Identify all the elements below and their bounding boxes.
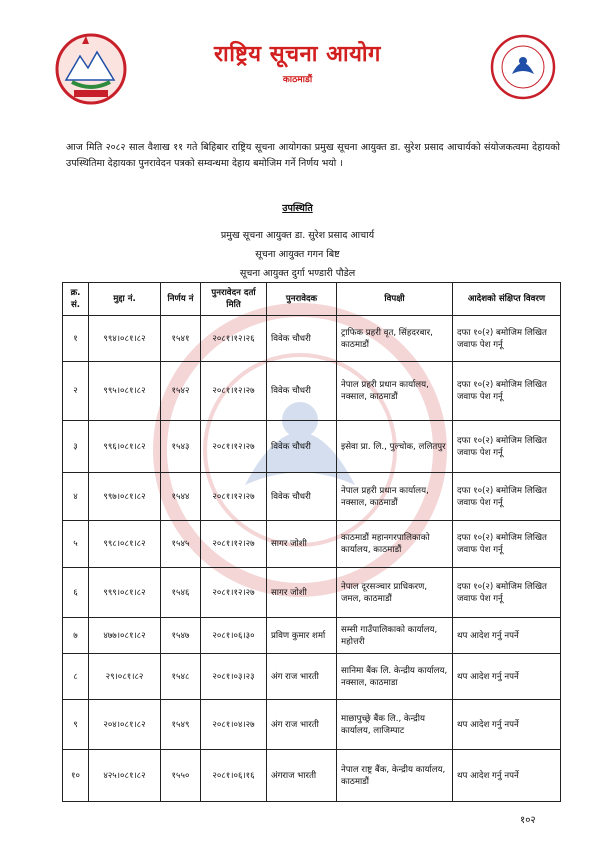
respondent-cell: माछापुच्छ्रे बैंक लि., केन्द्रीय कार्यालय, लाजिम्पाट (337, 700, 453, 750)
order-summary-cell: थप आदेश गर्नु नपर्ने (453, 618, 561, 654)
decision-number-cell: १५४६ (161, 568, 201, 618)
appellant-cell: प्रविण कुमार शर्मा (267, 618, 337, 654)
column-header: आदेशको संक्षिप्त विवरण (453, 283, 561, 316)
attendance-member: प्रमुख सूचना आयुक्त डा. सुरेश प्रसाद आचार्य (220, 230, 375, 241)
table-row (63, 654, 561, 700)
appellant-cell: सागर जोशी (267, 568, 337, 618)
appellant-cell: विवेक चौधरी (267, 316, 337, 362)
decisions-table (62, 282, 561, 802)
intro-paragraph: आज मिति २०८२ साल वैशाख ११ गते बिहिबार राष्ट्रिय सूचना आयोगका प्रमुख सूचना आयुक्त डा. सुरेश प्रसाद आचार्यको संयोजकत्वमा देहायको उपस्थितिमा देहायका पुनरावेदन पत्रको सम्वन्धमा देहाय बमोजिम गर्ने निर्णय भयो । (66, 142, 560, 169)
column-header: पुनरावेदन दर्ता मिति (201, 283, 267, 316)
order-summary-cell: दफा १०(२) बमोजिम लिखित जवाफ पेश गर्नू (453, 362, 561, 421)
filing-date-cell: २०८१।०४।२७ (201, 700, 267, 750)
order-summary-cell: थप आदेश गर्नु नपर्ने (453, 700, 561, 750)
serial-cell: ३ (63, 421, 89, 473)
table-row (63, 700, 561, 750)
appellant-cell: विवेक चौधरी (267, 473, 337, 521)
appellant-cell: अंग राज भारती (267, 700, 337, 750)
location-subtitle: काठमाडौं (282, 75, 313, 85)
filing-date-cell: २०८१।१२।२६ (201, 316, 267, 362)
filing-date-cell: २०८१।०३।२३ (201, 654, 267, 700)
commission-seal-logo (490, 34, 556, 100)
decision-number-cell: १५५० (161, 750, 201, 802)
page-number: १०२ (520, 815, 536, 826)
respondent-cell: ट्राफिक प्रहरी वृत, सिंहदरबार, काठमाडौं (337, 316, 453, 362)
respondent-cell: नेपाल प्रहरी प्रधान कार्यालय, नक्साल, काठमाडौं (337, 362, 453, 421)
order-summary-cell: थप आदेश गर्नु नपर्ने (453, 654, 561, 700)
case-number-cell: ९९४।०८१।८२ (89, 316, 161, 362)
filing-date-cell: २०८१।१२।२७ (201, 568, 267, 618)
respondent-cell: नेपाल दूरसञ्चार प्राधिकरण, जमल, काठमाडौं (337, 568, 453, 618)
case-number-cell: ४२५।०८१।८२ (89, 750, 161, 802)
serial-cell: १ (63, 316, 89, 362)
column-header: क्र. सं. (63, 283, 89, 316)
attendance-heading: उपस्थिति (282, 203, 313, 214)
decision-number-cell: १५४८ (161, 654, 201, 700)
filing-date-cell: २०८१।०६।३० (201, 618, 267, 654)
order-summary-cell: दफा १०(२) बमोजिम लिखित जवाफ पेश गर्नू (453, 421, 561, 473)
filing-date-cell: २०८१।१२।२७ (201, 521, 267, 568)
table-header-row (63, 283, 561, 316)
table-row (63, 750, 561, 802)
table-row (63, 362, 561, 421)
case-number-cell: २०४।०८१।८२ (89, 700, 161, 750)
case-number-cell: ४७७।०८१।८२ (89, 618, 161, 654)
order-summary-cell: दफा १०(२) बमोजिम लिखित जवाफ पेश गर्नू (453, 521, 561, 568)
column-header: विपक्षी (337, 283, 453, 316)
case-number-cell: ९९९।०८१।८२ (89, 568, 161, 618)
respondent-cell: इसेवा प्रा. लि., पुल्चोक, ललितपुर (337, 421, 453, 473)
serial-cell: ४ (63, 473, 89, 521)
serial-cell: ६ (63, 568, 89, 618)
page-title: राष्ट्रिय सूचना आयोग (214, 42, 381, 67)
case-number-cell: ९९६।०८१।८२ (89, 421, 161, 473)
case-number-cell: ९९५।०८१।८२ (89, 362, 161, 421)
filing-date-cell: २०८१।१२।२७ (201, 362, 267, 421)
serial-cell: ९ (63, 700, 89, 750)
table-row (63, 618, 561, 654)
decision-number-cell: १५४७ (161, 618, 201, 654)
respondent-cell: सानिमा बैंक लि. केन्द्रीय कार्यालय, नक्साल, काठमाडा (337, 654, 453, 700)
table-row (63, 421, 561, 473)
table-row (63, 473, 561, 521)
decision-number-cell: १५४९ (161, 700, 201, 750)
order-summary-cell: थप आदेश गर्नु नपर्ने (453, 750, 561, 802)
filing-date-cell: २०८१।१२।२७ (201, 421, 267, 473)
respondent-cell: सम्सी गाउँपालिकाको कार्यालय, महोत्तरी (337, 618, 453, 654)
serial-cell: २ (63, 362, 89, 421)
table-row (63, 521, 561, 568)
order-summary-cell: दफा १०(२) बमोजिम लिखित जवाफ पेश गर्नू (453, 316, 561, 362)
case-number-cell: २९।०८१।८२ (89, 654, 161, 700)
decision-number-cell: १५४३ (161, 421, 201, 473)
order-summary-cell: दफा १०(२) बमोजिम लिखित जवाफ पेश गर्नू (453, 473, 561, 521)
appellant-cell: सागर जोशी (267, 521, 337, 568)
table-row (63, 316, 561, 362)
appellant-cell: अंगराज भारती (267, 750, 337, 802)
attendance-member: सूचना आयुक्त गगन बिष्ट (255, 249, 340, 260)
respondent-cell: नेपाल राष्ट्र बैंक, केन्द्रीय कार्यालय, काठमाडौं (337, 750, 453, 802)
serial-cell: १० (63, 750, 89, 802)
appellant-cell: अंग राज भारती (267, 654, 337, 700)
decision-number-cell: १५४५ (161, 521, 201, 568)
serial-cell: ८ (63, 654, 89, 700)
serial-cell: ७ (63, 618, 89, 654)
order-summary-cell: दफा १०(२) बमोजिम लिखित जवाफ पेश गर्नू (453, 568, 561, 618)
table-row (63, 568, 561, 618)
case-number-cell: ९९७।०८१।८२ (89, 473, 161, 521)
appellant-cell: विवेक चौधरी (267, 362, 337, 421)
column-header: मुद्दा नं. (89, 283, 161, 316)
respondent-cell: काठमाडौं महानगरपालिकाको कार्यालय, काठमाडौं (337, 521, 453, 568)
appellant-cell: विवेक चौधरी (267, 421, 337, 473)
decision-number-cell: १५४४ (161, 473, 201, 521)
decision-number-cell: १५४२ (161, 362, 201, 421)
filing-date-cell: २०८१।०६।१६ (201, 750, 267, 802)
case-number-cell: ९९८।०८१।८२ (89, 521, 161, 568)
decision-number-cell: १५४१ (161, 316, 201, 362)
attendance-member: सूचना आयुक्त दुर्गा भण्डारी पौडेल (239, 268, 356, 279)
column-header: निर्णय नं (161, 283, 201, 316)
respondent-cell: नेपाल प्रहरी प्रधान कार्यालय, नक्साल, काठमाडौं (337, 473, 453, 521)
column-header: पुनरावेदक (267, 283, 337, 316)
filing-date-cell: २०८१।१२।२७ (201, 473, 267, 521)
serial-cell: ५ (63, 521, 89, 568)
